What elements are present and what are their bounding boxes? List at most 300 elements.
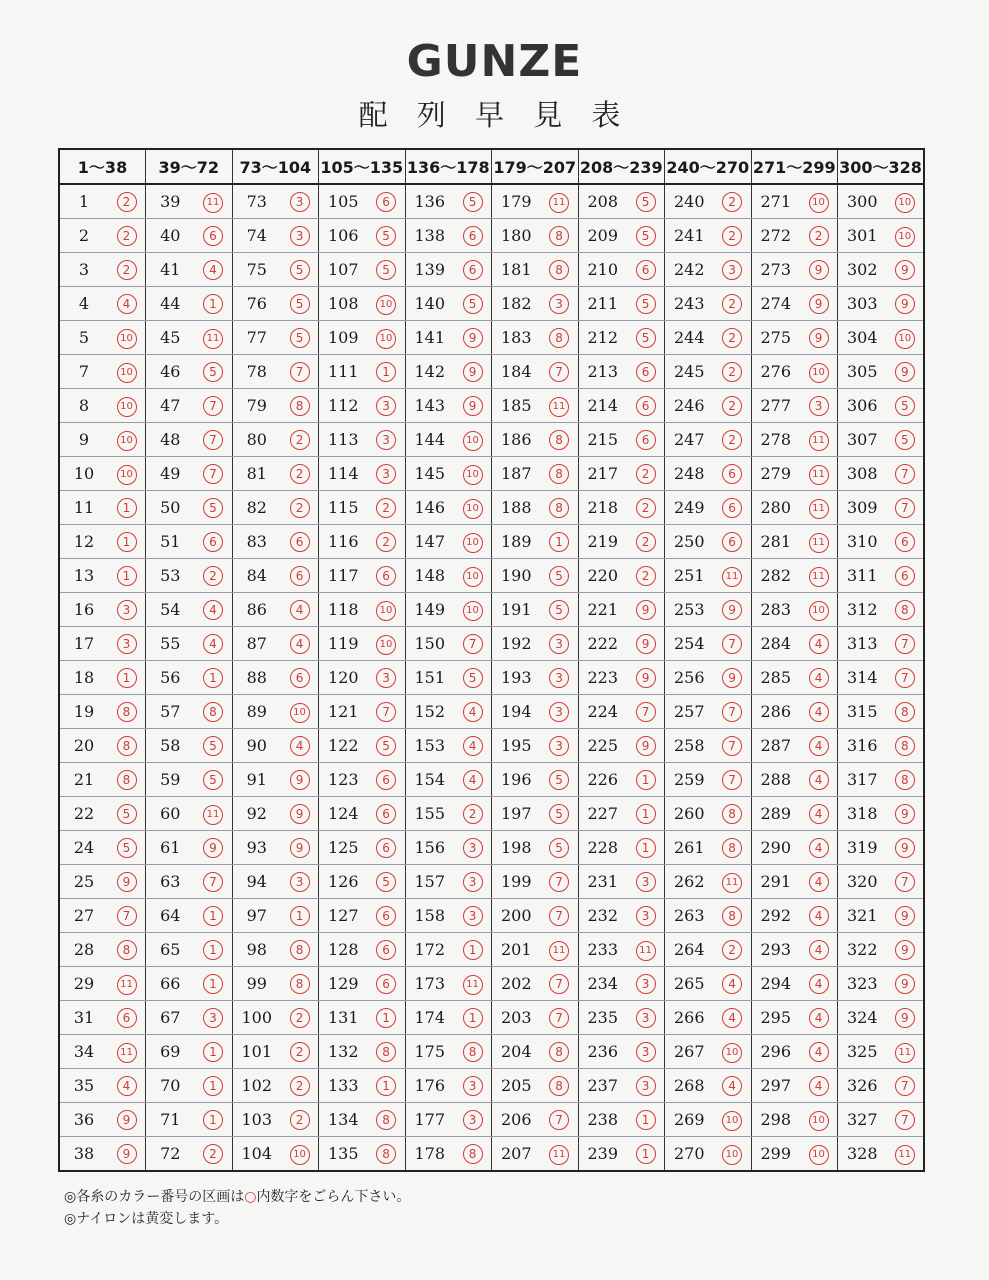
section-code: 2 xyxy=(463,804,483,824)
section-code: 2 xyxy=(117,192,137,212)
color-number: 241 xyxy=(674,226,705,245)
section-code: 3 xyxy=(809,396,829,416)
color-number: 269 xyxy=(674,1110,705,1129)
section-code: 8 xyxy=(290,396,310,416)
section-code: 4 xyxy=(203,260,223,280)
color-number: 226 xyxy=(587,770,619,789)
color-number: 77 xyxy=(246,328,267,347)
color-number: 244 xyxy=(674,328,705,347)
section-code: 8 xyxy=(117,940,137,960)
section-code: 6 xyxy=(376,940,396,960)
color-number: 116 xyxy=(328,532,359,551)
section-code: 7 xyxy=(203,396,223,416)
section-code: 4 xyxy=(290,736,310,756)
section-code: 7 xyxy=(636,702,656,722)
section-code: 2 xyxy=(809,226,829,246)
color-number: 107 xyxy=(328,260,359,279)
table-row xyxy=(59,219,924,253)
color-number: 19 xyxy=(73,702,95,721)
section-code: 2 xyxy=(376,532,396,552)
color-number: 55 xyxy=(160,634,181,653)
color-number: 69 xyxy=(160,1042,181,1061)
color-number: 215 xyxy=(587,430,619,449)
section-code: 9 xyxy=(203,838,223,858)
color-number: 247 xyxy=(674,430,705,449)
section-code: 3 xyxy=(463,906,483,926)
color-number: 36 xyxy=(73,1110,95,1129)
color-number: 219 xyxy=(587,532,619,551)
section-code: 8 xyxy=(722,838,742,858)
color-number: 84 xyxy=(246,566,267,585)
section-code: 5 xyxy=(376,872,396,892)
section-code: 9 xyxy=(809,260,829,280)
section-code: 1 xyxy=(376,1076,396,1096)
color-number: 93 xyxy=(246,838,267,857)
section-code: 11 xyxy=(203,805,223,825)
color-number: 108 xyxy=(328,294,359,313)
color-number: 153 xyxy=(414,736,446,755)
column-header: 73～104 xyxy=(232,149,319,184)
table-row xyxy=(59,525,924,559)
color-number: 114 xyxy=(328,464,359,483)
section-code: 2 xyxy=(636,498,656,518)
section-code: 8 xyxy=(549,1042,569,1062)
table-row xyxy=(59,865,924,899)
color-number: 192 xyxy=(501,634,532,653)
color-number: 321 xyxy=(847,906,878,925)
color-number: 4 xyxy=(78,294,90,313)
section-code: 7 xyxy=(895,1076,915,1096)
color-number: 94 xyxy=(246,872,267,891)
section-code: 9 xyxy=(895,362,915,382)
section-code: 2 xyxy=(290,1042,310,1062)
section-code: 8 xyxy=(549,328,569,348)
color-number: 218 xyxy=(587,498,619,517)
color-number: 65 xyxy=(160,940,181,959)
section-code: 2 xyxy=(117,260,137,280)
section-code: 11 xyxy=(117,1043,137,1063)
color-number: 228 xyxy=(587,838,619,857)
color-number: 316 xyxy=(847,736,878,755)
section-code: 9 xyxy=(809,328,829,348)
color-number: 188 xyxy=(501,498,532,517)
color-number: 122 xyxy=(328,736,359,755)
section-code: 2 xyxy=(117,226,137,246)
section-code: 1 xyxy=(203,1076,223,1096)
table-row xyxy=(59,321,924,355)
section-code: 3 xyxy=(117,634,137,654)
section-code: 6 xyxy=(722,532,742,552)
section-code: 2 xyxy=(722,328,742,348)
color-number: 193 xyxy=(501,668,532,687)
section-code: 10 xyxy=(809,1111,829,1131)
section-code: 9 xyxy=(636,634,656,654)
color-number: 199 xyxy=(501,872,532,891)
section-code: 7 xyxy=(722,770,742,790)
color-number: 326 xyxy=(847,1076,878,1095)
section-code: 2 xyxy=(722,294,742,314)
color-number: 283 xyxy=(760,600,792,619)
color-number: 151 xyxy=(414,668,446,687)
section-code: 10 xyxy=(463,431,483,451)
section-code: 9 xyxy=(722,600,742,620)
color-number: 240 xyxy=(674,192,705,211)
section-code: 11 xyxy=(809,465,829,485)
section-code: 8 xyxy=(895,736,915,756)
section-code: 7 xyxy=(117,906,137,926)
section-code: 2 xyxy=(722,940,742,960)
color-number: 48 xyxy=(160,430,181,449)
section-code: 3 xyxy=(636,1008,656,1028)
color-number: 296 xyxy=(760,1042,792,1061)
section-code: 11 xyxy=(549,193,569,213)
section-code: 10 xyxy=(117,465,137,485)
color-number: 72 xyxy=(160,1144,181,1163)
gunze-logo: GUNZE xyxy=(406,36,583,87)
color-number: 225 xyxy=(587,736,619,755)
section-code: 1 xyxy=(549,532,569,552)
color-number: 66 xyxy=(160,974,181,993)
color-number: 67 xyxy=(160,1008,181,1027)
section-code: 11 xyxy=(895,1145,915,1165)
section-code: 3 xyxy=(722,260,742,280)
color-number: 105 xyxy=(328,192,359,211)
color-number: 39 xyxy=(160,192,181,211)
section-code: 10 xyxy=(376,635,396,655)
color-number: 246 xyxy=(674,396,705,415)
section-code: 10 xyxy=(463,601,483,621)
color-number: 138 xyxy=(414,226,446,245)
section-code: 4 xyxy=(809,940,829,960)
section-code: 10 xyxy=(290,703,310,723)
section-code: 4 xyxy=(809,634,829,654)
section-code: 1 xyxy=(636,1110,656,1130)
section-code: 2 xyxy=(722,226,742,246)
section-code: 5 xyxy=(376,226,396,246)
color-number: 28 xyxy=(73,940,95,959)
table-row xyxy=(59,355,924,389)
color-number: 243 xyxy=(674,294,705,313)
section-code: 8 xyxy=(376,1042,396,1062)
color-number: 49 xyxy=(160,464,181,483)
table-row xyxy=(59,967,924,1001)
table-row xyxy=(59,559,924,593)
color-number: 3 xyxy=(78,260,90,279)
section-code: 11 xyxy=(809,533,829,553)
color-number: 22 xyxy=(73,804,95,823)
color-number: 221 xyxy=(587,600,619,619)
color-number: 264 xyxy=(674,940,705,959)
section-code: 11 xyxy=(463,975,483,995)
color-number: 136 xyxy=(414,192,446,211)
section-code: 2 xyxy=(636,566,656,586)
color-number: 205 xyxy=(501,1076,532,1095)
color-number: 76 xyxy=(246,294,267,313)
table-row xyxy=(59,763,924,797)
section-code: 8 xyxy=(722,906,742,926)
section-code: 8 xyxy=(290,940,310,960)
color-number: 104 xyxy=(241,1144,273,1163)
section-code: 4 xyxy=(463,736,483,756)
color-number: 248 xyxy=(674,464,705,483)
section-code: 7 xyxy=(895,464,915,484)
section-code: 3 xyxy=(549,294,569,314)
section-code: 3 xyxy=(203,1008,223,1028)
color-number: 74 xyxy=(246,226,267,245)
section-code: 11 xyxy=(809,499,829,519)
section-code: 7 xyxy=(549,974,569,994)
color-number: 194 xyxy=(501,702,532,721)
section-code: 3 xyxy=(376,668,396,688)
table-row xyxy=(59,287,924,321)
section-code: 5 xyxy=(203,498,223,518)
section-code: 10 xyxy=(463,567,483,587)
color-number: 307 xyxy=(847,430,878,449)
color-number: 256 xyxy=(674,668,705,687)
color-number: 210 xyxy=(587,260,619,279)
section-code: 5 xyxy=(376,736,396,756)
color-number: 158 xyxy=(414,906,446,925)
color-number: 115 xyxy=(328,498,359,517)
section-code: 5 xyxy=(203,362,223,382)
color-number: 253 xyxy=(674,600,705,619)
color-number: 237 xyxy=(587,1076,619,1095)
color-number: 312 xyxy=(847,600,878,619)
section-code: 2 xyxy=(290,498,310,518)
section-code: 8 xyxy=(722,804,742,824)
color-number: 181 xyxy=(501,260,532,279)
section-code: 8 xyxy=(895,600,915,620)
section-code: 6 xyxy=(722,464,742,484)
section-code: 9 xyxy=(636,736,656,756)
table-row xyxy=(59,457,924,491)
section-code: 6 xyxy=(290,668,310,688)
color-number: 50 xyxy=(160,498,181,517)
section-code: 4 xyxy=(463,702,483,722)
color-number: 135 xyxy=(328,1144,359,1163)
color-number: 270 xyxy=(674,1144,705,1163)
table-row xyxy=(59,797,924,831)
color-number: 146 xyxy=(414,498,446,517)
section-code: 10 xyxy=(117,329,137,349)
section-code: 4 xyxy=(722,1076,742,1096)
section-code: 9 xyxy=(895,974,915,994)
section-code: 5 xyxy=(636,192,656,212)
section-code: 5 xyxy=(117,804,137,824)
section-code: 1 xyxy=(117,566,137,586)
section-code: 3 xyxy=(463,838,483,858)
section-code: 4 xyxy=(809,804,829,824)
section-code: 1 xyxy=(636,1144,656,1164)
color-number: 16 xyxy=(73,600,95,619)
color-number: 156 xyxy=(414,838,446,857)
table-row xyxy=(59,899,924,933)
color-number: 81 xyxy=(246,464,267,483)
section-code: 4 xyxy=(117,1076,137,1096)
color-number: 285 xyxy=(760,668,792,687)
section-code: 11 xyxy=(809,431,829,451)
color-number: 249 xyxy=(674,498,705,517)
section-code: 4 xyxy=(117,294,137,314)
section-code: 2 xyxy=(376,498,396,518)
color-number: 2 xyxy=(78,226,90,245)
section-code: 7 xyxy=(722,736,742,756)
section-code: 5 xyxy=(895,430,915,450)
color-number: 61 xyxy=(160,838,181,857)
section-code: 8 xyxy=(117,702,137,722)
red-circle-symbol: ○ xyxy=(244,1189,257,1205)
section-code: 2 xyxy=(722,362,742,382)
color-number: 299 xyxy=(760,1144,792,1163)
column-header: 240～270 xyxy=(665,149,752,184)
section-code: 3 xyxy=(636,906,656,926)
section-code: 5 xyxy=(463,192,483,212)
section-code: 6 xyxy=(290,566,310,586)
color-number: 287 xyxy=(760,736,792,755)
section-code: 3 xyxy=(376,430,396,450)
color-number: 131 xyxy=(328,1008,359,1027)
color-number: 57 xyxy=(160,702,181,721)
color-number: 86 xyxy=(246,600,267,619)
section-code: 9 xyxy=(290,770,310,790)
footnotes xyxy=(64,1186,410,1230)
color-number: 27 xyxy=(73,906,95,925)
color-number: 126 xyxy=(328,872,359,891)
color-number: 196 xyxy=(501,770,532,789)
color-number: 206 xyxy=(501,1110,532,1129)
color-number: 178 xyxy=(414,1144,446,1163)
section-code: 11 xyxy=(549,941,569,961)
color-number: 9 xyxy=(78,430,90,449)
color-number: 172 xyxy=(414,940,446,959)
table-row xyxy=(59,491,924,525)
color-number: 250 xyxy=(674,532,705,551)
section-code: 9 xyxy=(895,838,915,858)
color-number: 113 xyxy=(328,430,359,449)
section-code: 3 xyxy=(636,974,656,994)
color-number: 278 xyxy=(760,430,792,449)
color-number: 234 xyxy=(587,974,619,993)
section-code: 7 xyxy=(203,430,223,450)
color-number: 12 xyxy=(73,532,95,551)
color-number: 106 xyxy=(328,226,359,245)
color-number: 301 xyxy=(847,226,878,245)
section-code: 4 xyxy=(809,668,829,688)
color-number: 56 xyxy=(160,668,181,687)
color-number: 141 xyxy=(414,328,446,347)
color-number: 310 xyxy=(847,532,878,551)
section-code: 9 xyxy=(895,940,915,960)
color-number: 209 xyxy=(587,226,619,245)
section-code: 1 xyxy=(463,940,483,960)
color-number: 54 xyxy=(160,600,181,619)
section-code: 3 xyxy=(117,600,137,620)
color-number: 145 xyxy=(414,464,446,483)
section-code: 10 xyxy=(809,601,829,621)
color-number: 87 xyxy=(246,634,267,653)
color-number: 75 xyxy=(246,260,267,279)
section-code: 4 xyxy=(463,770,483,790)
color-number: 315 xyxy=(847,702,878,721)
table-row xyxy=(59,933,924,967)
section-code: 5 xyxy=(290,294,310,314)
section-code: 4 xyxy=(809,1042,829,1062)
section-code: 5 xyxy=(463,668,483,688)
color-number: 279 xyxy=(760,464,792,483)
color-number: 24 xyxy=(73,838,95,857)
color-number: 211 xyxy=(587,294,619,313)
section-code: 1 xyxy=(203,294,223,314)
section-code: 6 xyxy=(636,260,656,280)
section-code: 4 xyxy=(809,838,829,858)
section-code: 8 xyxy=(290,974,310,994)
section-code: 4 xyxy=(809,736,829,756)
section-code: 1 xyxy=(636,770,656,790)
color-number: 294 xyxy=(760,974,792,993)
color-number: 101 xyxy=(241,1042,273,1061)
section-code: 2 xyxy=(290,1008,310,1028)
color-number: 313 xyxy=(847,634,878,653)
table-row xyxy=(59,423,924,457)
color-number: 182 xyxy=(501,294,532,313)
color-number: 13 xyxy=(73,566,95,585)
color-number: 155 xyxy=(414,804,446,823)
table-row xyxy=(59,389,924,423)
section-code: 1 xyxy=(117,532,137,552)
color-number: 224 xyxy=(587,702,619,721)
color-number: 132 xyxy=(328,1042,359,1061)
section-code: 9 xyxy=(117,872,137,892)
section-code: 2 xyxy=(722,430,742,450)
section-code: 7 xyxy=(722,634,742,654)
section-code: 4 xyxy=(203,600,223,620)
section-code: 3 xyxy=(376,396,396,416)
color-number: 111 xyxy=(328,362,359,381)
color-number: 195 xyxy=(501,736,532,755)
color-number: 112 xyxy=(328,396,359,415)
section-code: 1 xyxy=(117,498,137,518)
color-number: 309 xyxy=(847,498,878,517)
section-code: 2 xyxy=(290,430,310,450)
column-header: 1～38 xyxy=(59,149,146,184)
section-code: 4 xyxy=(809,702,829,722)
color-number: 71 xyxy=(160,1110,181,1129)
color-number: 150 xyxy=(414,634,446,653)
section-code: 10 xyxy=(463,533,483,553)
color-number: 261 xyxy=(674,838,705,857)
color-number: 45 xyxy=(160,328,181,347)
section-code: 11 xyxy=(636,941,656,961)
color-number: 187 xyxy=(501,464,532,483)
color-number: 325 xyxy=(847,1042,878,1061)
color-number: 297 xyxy=(760,1076,792,1095)
color-number: 129 xyxy=(328,974,359,993)
color-number: 276 xyxy=(760,362,792,381)
color-number: 119 xyxy=(328,634,359,653)
color-number: 7 xyxy=(78,362,90,381)
color-number: 10 xyxy=(73,464,95,483)
color-number: 298 xyxy=(760,1110,792,1129)
section-code: 7 xyxy=(203,464,223,484)
section-code: 3 xyxy=(636,1042,656,1062)
color-number: 125 xyxy=(328,838,359,857)
color-number: 271 xyxy=(760,192,792,211)
color-number: 149 xyxy=(414,600,446,619)
section-code: 8 xyxy=(203,702,223,722)
color-number: 8 xyxy=(78,396,90,415)
footnote-1 xyxy=(64,1186,410,1208)
color-number: 124 xyxy=(328,804,359,823)
